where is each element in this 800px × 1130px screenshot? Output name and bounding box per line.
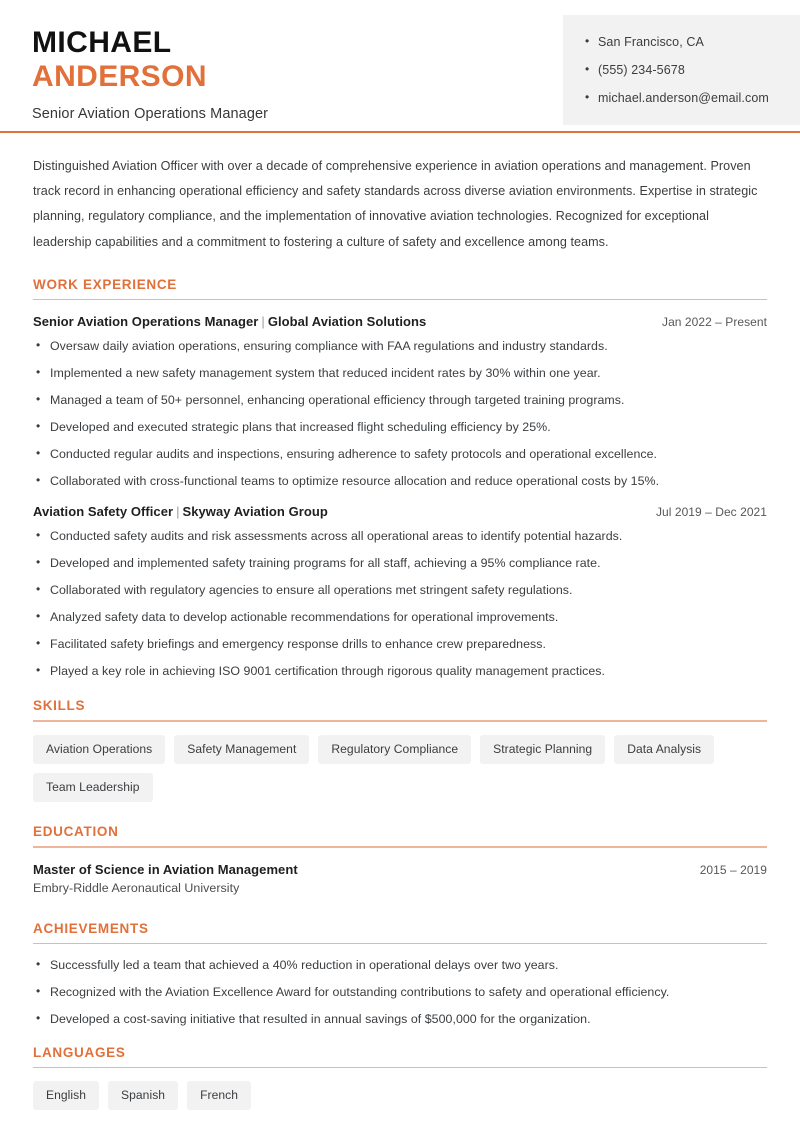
language-chip: French xyxy=(187,1081,251,1110)
bullet-item: • Analyzed safety data to develop actionable recommendations for operational improvements. xyxy=(33,610,767,626)
bullet-item: • Facilitated safety briefings and emergency response drills to enhance crew preparedness. xyxy=(33,637,767,653)
bullet-item: • Managed a team of 50+ personnel, enhancing operational efficiency through targeted training programs. xyxy=(33,393,767,409)
skill-chip: Team Leadership xyxy=(33,773,153,802)
experience-bullet-list xyxy=(33,339,767,490)
bullet-item: • Played a key role in achieving ISO 9001 certification through rigorous quality management practices. xyxy=(33,664,767,680)
experience-company: Global Aviation Solutions xyxy=(267,314,427,330)
bullet-item: • Conducted regular audits and inspections, ensuring adherence to safety protocols and operational excellence. xyxy=(33,447,767,463)
section-title-languages: LANGUAGES xyxy=(33,1044,126,1060)
section-title-skills: SKILLS xyxy=(33,698,86,714)
header-divider xyxy=(0,131,800,133)
contact-item-phone: • (555) 234-5678 xyxy=(585,63,800,77)
education-entry xyxy=(33,862,767,895)
language-chip: English xyxy=(33,1081,99,1110)
headline-job-title: Senior Aviation Operations Manager xyxy=(32,106,269,123)
section-title-education: EDUCATION xyxy=(33,823,119,839)
achievements-bullet-list xyxy=(33,958,767,1028)
experience-date-range: Jan 2022 – Present xyxy=(662,315,767,330)
bullet-item: • Implemented a new safety management system that reduced incident rates by 30% within one year. xyxy=(33,366,767,382)
contact-info-box xyxy=(563,15,800,125)
education-school: Embry-Riddle Aeronautical University xyxy=(33,880,240,895)
contact-item-location: • San Francisco, CA xyxy=(585,35,800,49)
bullet-item: • Conducted safety audits and risk assessments across all operational areas to identify potential hazards. xyxy=(33,529,767,545)
section-divider xyxy=(33,299,767,301)
education-date-range: 2015 – 2019 xyxy=(699,862,767,877)
bullet-item: • Successfully led a team that achieved a 40% reduction in operational delays over two years. xyxy=(33,958,767,974)
bullet-item: • Collaborated with cross-functional teams to optimize resource allocation and reduce operational costs by 15%. xyxy=(33,474,767,490)
section-divider xyxy=(33,846,767,848)
skill-chip: Data Analysis xyxy=(614,735,714,764)
experience-entry xyxy=(33,504,767,680)
last-name: ANDERSON xyxy=(32,59,207,93)
bullet-item: • Collaborated with regulatory agencies to ensure all operations met stringent safety regulations. xyxy=(33,583,767,599)
section-skills xyxy=(33,698,767,802)
experience-role: Senior Aviation Operations Manager xyxy=(33,314,259,330)
resume-header xyxy=(0,0,800,131)
section-title-work-experience: WORK EXPERIENCE xyxy=(33,276,178,292)
section-languages xyxy=(33,1045,767,1111)
bullet-item: • Oversaw daily aviation operations, ensuring compliance with FAA regulations and industry standards. xyxy=(33,339,767,355)
experience-company: Skyway Aviation Group xyxy=(182,503,328,519)
education-entry-header xyxy=(33,862,767,877)
title-separator: | xyxy=(261,314,265,330)
section-divider xyxy=(33,1067,767,1069)
experience-entry-header xyxy=(33,314,767,329)
professional-summary: Distinguished Aviation Officer with over a decade of comprehensive experience in aviation operations and management. Proven track record in enhancing operational efficiency and safety standards across diverse aviation environments. Expertise in strategic planning, regulatory compliance, and the implementation of innovative aviation technologies. Recognized for exceptional leadership capabilities and a commitment to fostering a culture of safety and excellence among teams. xyxy=(33,159,758,249)
section-education xyxy=(33,824,767,895)
bullet-item: • Developed and executed strategic plans that increased flight scheduling efficiency by 25%. xyxy=(33,420,767,436)
section-divider xyxy=(33,943,767,945)
section-title-achievements: ACHIEVEMENTS xyxy=(33,920,149,936)
resume-body xyxy=(0,154,800,1110)
experience-date-range: Jul 2019 – Dec 2021 xyxy=(655,504,767,519)
section-work-experience xyxy=(33,277,767,680)
education-degree: Master of Science in Aviation Management xyxy=(33,861,298,877)
experience-bullet-list xyxy=(33,529,767,680)
bullet-item: • Recognized with the Aviation Excellence Award for outstanding contributions to safety and operational efficiency. xyxy=(33,985,767,1001)
section-achievements xyxy=(33,921,767,1028)
bullet-item: • Developed a cost-saving initiative that resulted in annual savings of $500,000 for the organization. xyxy=(33,1012,767,1028)
section-divider xyxy=(33,720,767,722)
experience-role: Aviation Safety Officer xyxy=(33,503,174,519)
contact-item-email: • michael.anderson@email.com xyxy=(585,91,800,105)
languages-chip-list xyxy=(33,1081,767,1110)
experience-entry xyxy=(33,314,767,490)
language-chip: Spanish xyxy=(108,1081,178,1110)
skill-chip: Safety Management xyxy=(174,735,309,764)
skill-chip: Regulatory Compliance xyxy=(318,735,471,764)
first-name: MICHAEL xyxy=(32,26,172,59)
skills-chip-list xyxy=(33,735,767,802)
header-identity xyxy=(0,0,563,122)
contact-list xyxy=(585,35,800,105)
skill-chip: Strategic Planning xyxy=(480,735,605,764)
experience-title-line xyxy=(33,314,426,329)
title-separator: | xyxy=(176,503,180,519)
experience-title-line xyxy=(33,504,328,519)
experience-entry-header xyxy=(33,504,767,519)
bullet-item: • Developed and implemented safety training programs for all staff, achieving a 95% compliance rate. xyxy=(33,556,767,572)
skill-chip: Aviation Operations xyxy=(33,735,165,764)
